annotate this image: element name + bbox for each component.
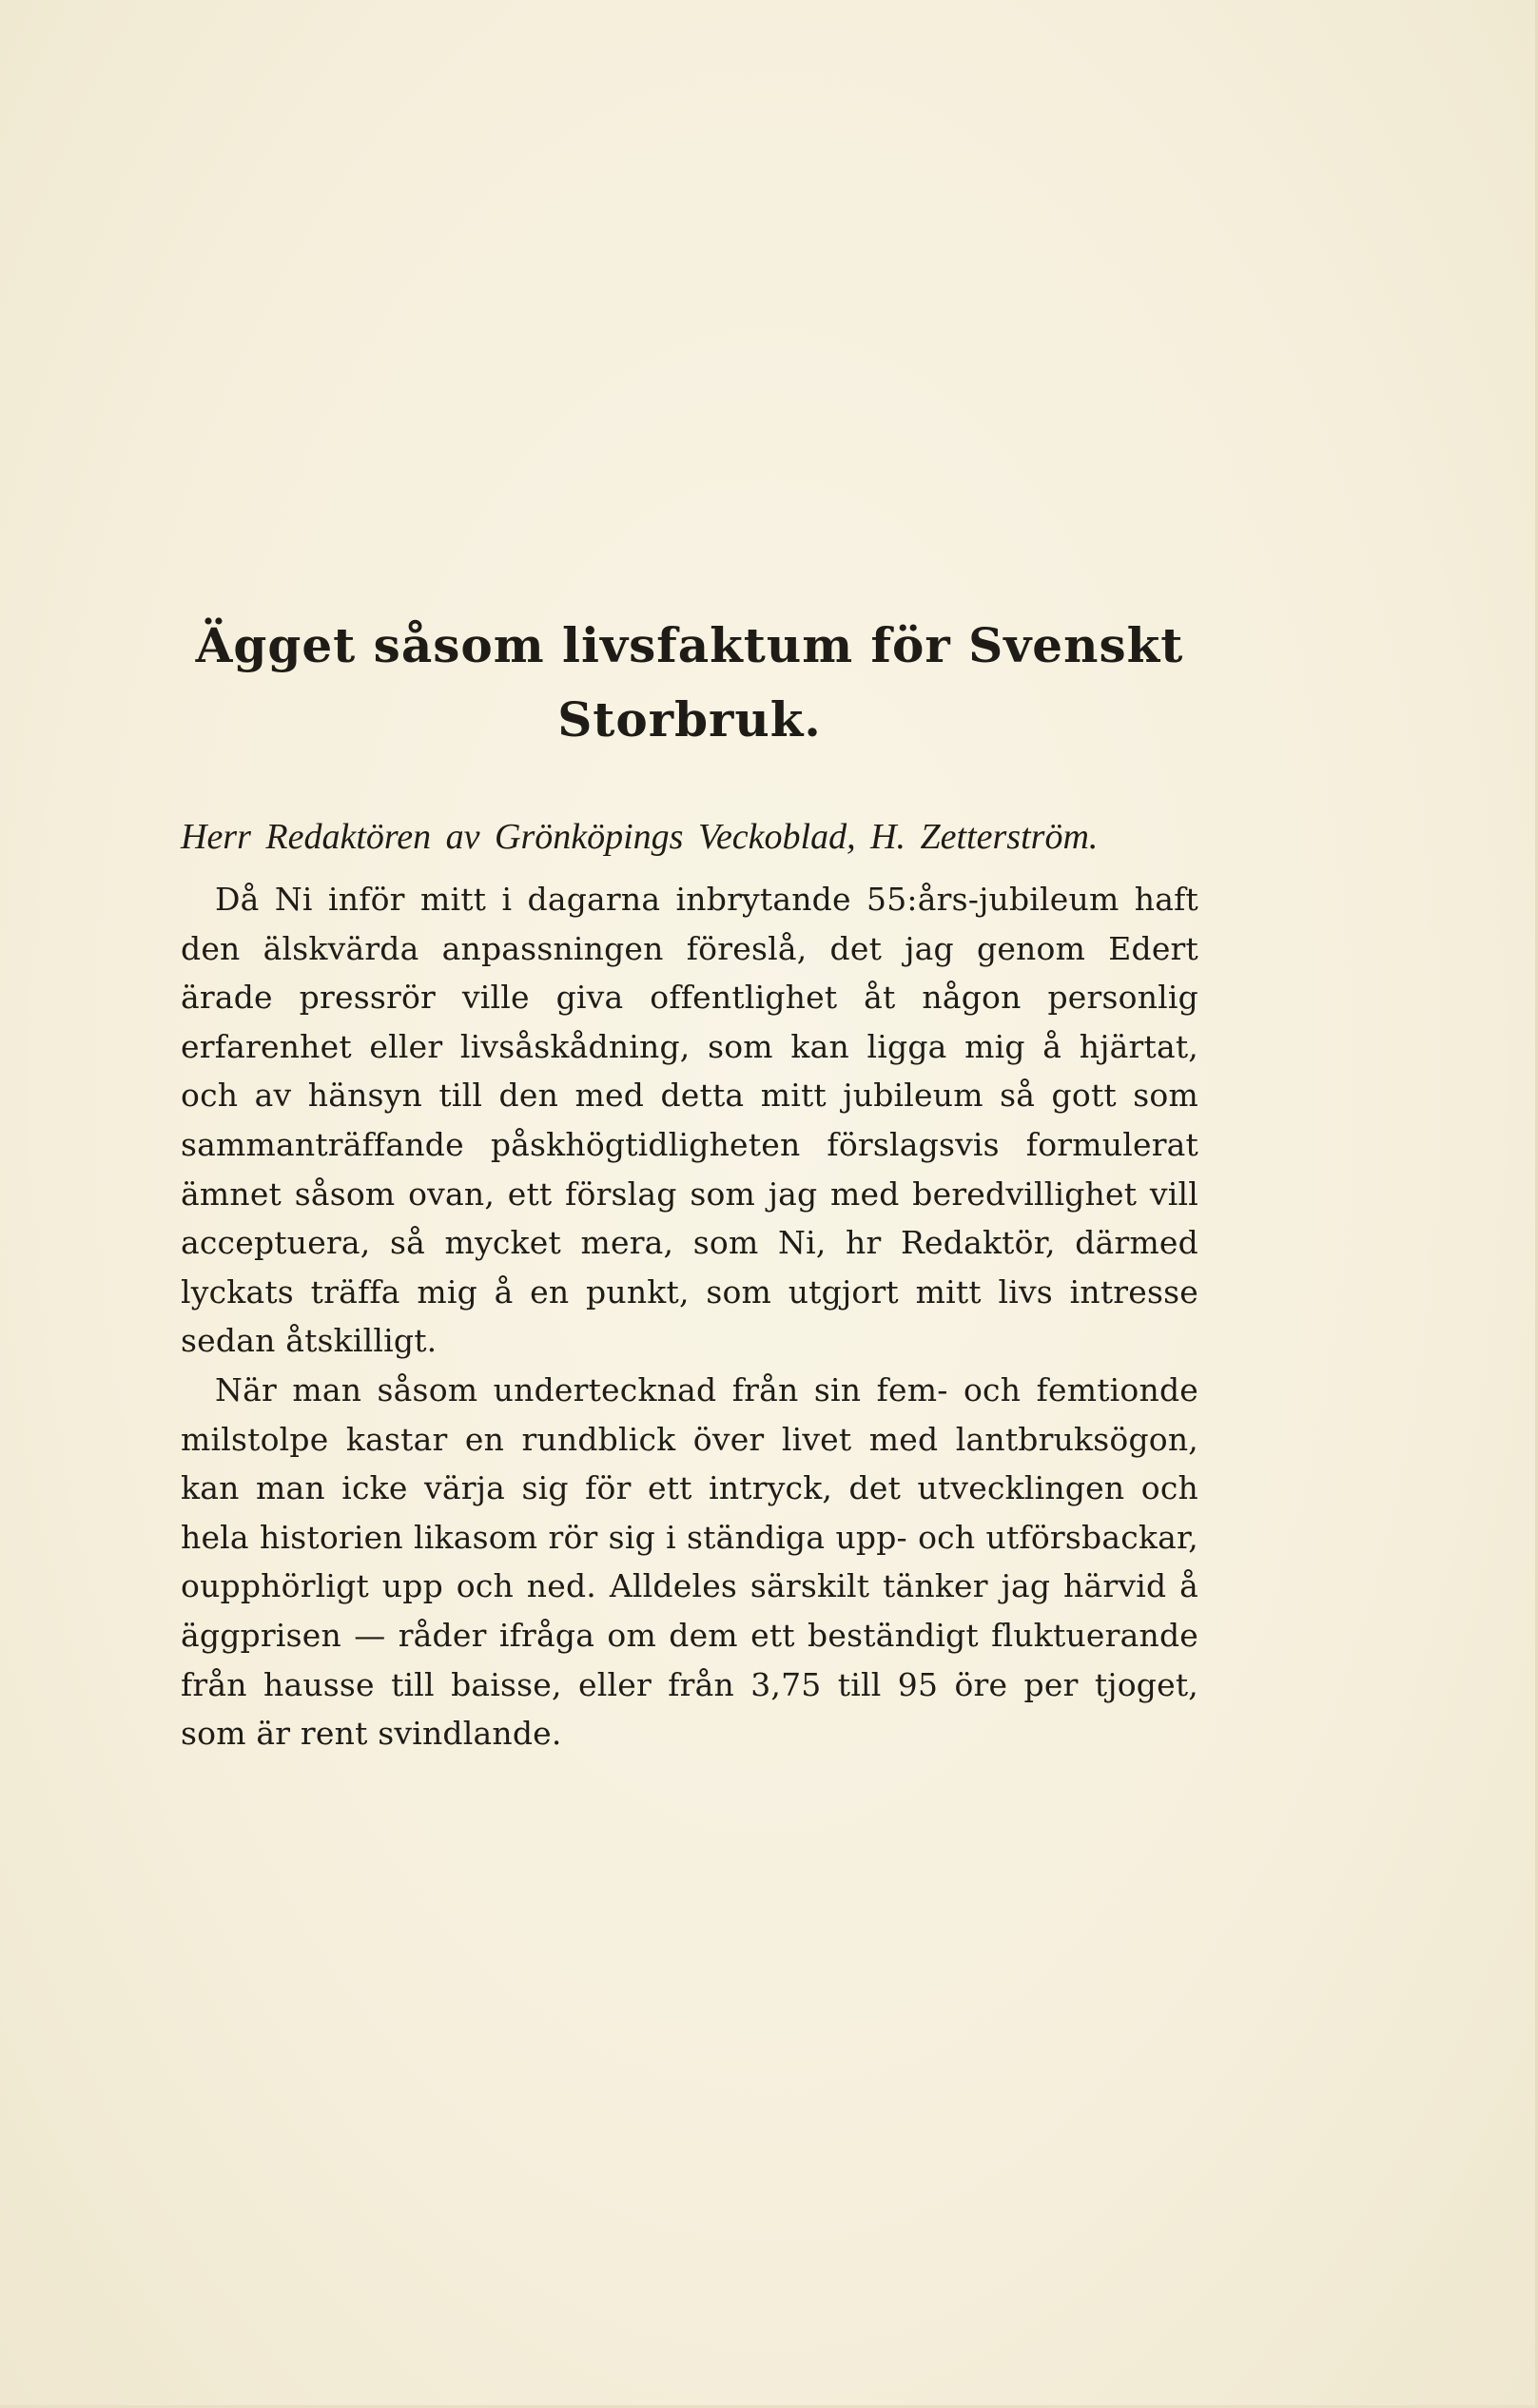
- article-paragraph-1: Då Ni inför mitt i dagarna inbrytande 55:års-jubileum haft den älskvärda anpassningen föreslå, det jag genom Edert ärade pressrör ville giva offentlighet åt någon personlig erfarenhet eller livsåskådning, som kan ligga mig å hjärtat, och av hänsyn till den med detta mitt jubileum så gott som sammanträffande påskhögtidligheten förslagsvis formulerat ämnet såsom ovan, ett förslag som jag med beredvillighet vill acceptuera, så mycket mera, som Ni, hr Redaktör, därmed lyckats träffa mig å en punkt, som utgjort mitt livs intresse sedan åtskilligt.: [181, 881, 1198, 1360]
- article: [181, 609, 1198, 1758]
- article-byline: Herr Redaktören av Grönköpings Veckoblad, H. Zetterström.: [181, 817, 1099, 857]
- article-headline: Ägget såsom livsfaktum för Svenskt Storbruk.: [195, 617, 1184, 748]
- article-paragraph-2: När man såsom undertecknad från sin fem- och femtionde milstolpe kastar en rundblick över livet med lantbruksögon, kan man icke värja sig för ett intryck, det utvecklingen och hela historien likasom rör sig i ständiga upp- och utförsbackar, oupphörligt upp och ned. Alldeles särskilt tänker jag härvid å äggprisen — råder ifråga om dem ett beständigt fluktuerande från hausse till baisse, eller från 3,75 till 95 öre per tjoget, som är rent svindlande.: [181, 1370, 1198, 1753]
